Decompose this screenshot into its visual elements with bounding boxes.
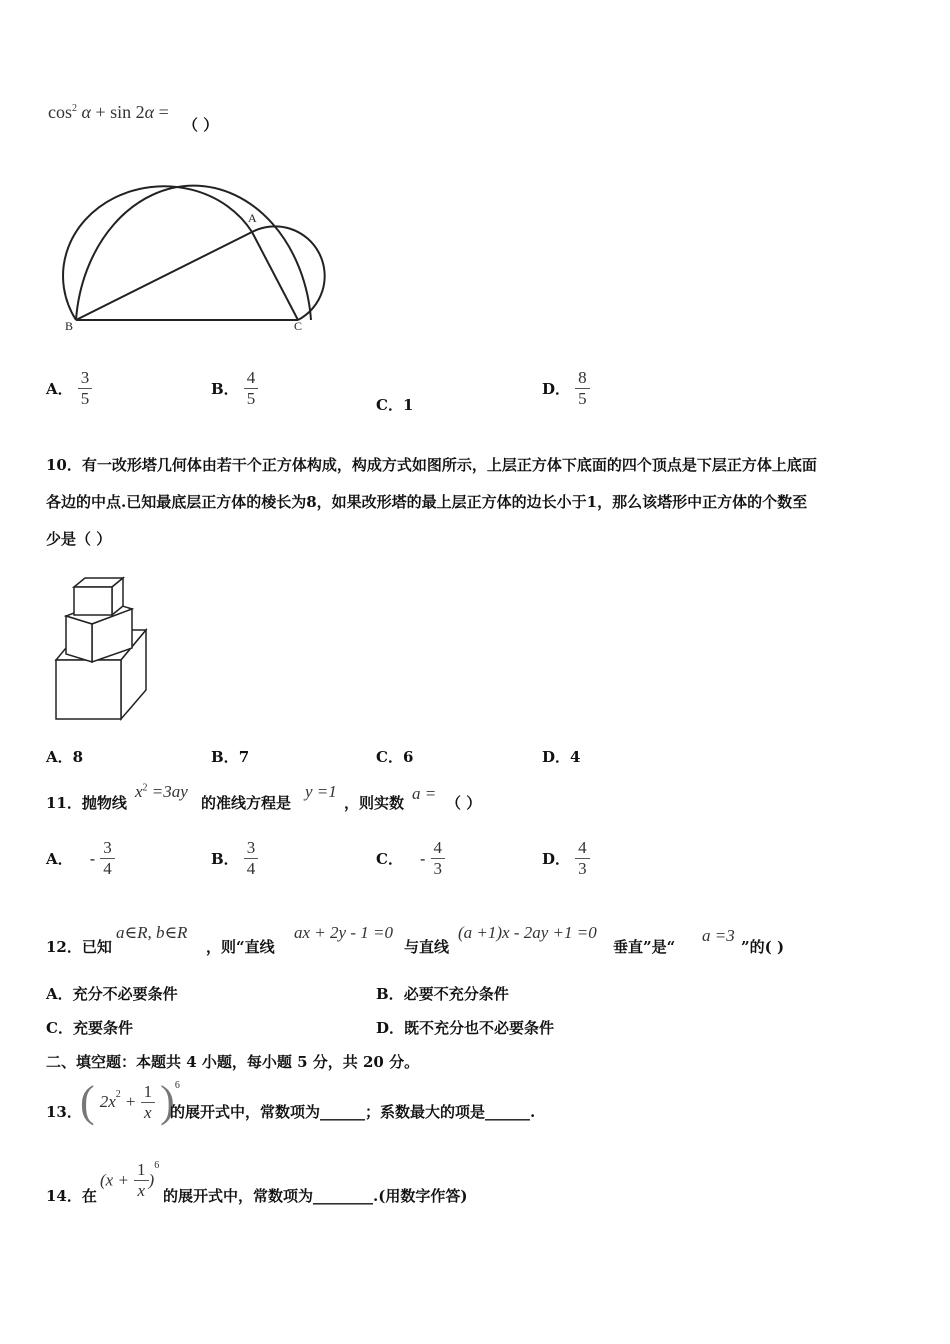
q9-var2: α: [144, 102, 155, 122]
q9-diagram: [60, 170, 340, 340]
q12-t4: ”的( ): [741, 938, 785, 956]
option-label: A．: [46, 850, 73, 868]
q9-formula: [48, 102, 169, 123]
q10-option-c[interactable]: [376, 746, 413, 767]
q12-t3: 垂直”是“: [613, 938, 676, 956]
q10-option-d[interactable]: [542, 746, 580, 767]
q10-line1: 10．有一改形塔几何体由若干个正方体构成，构成方式如图所示，上层正方体下底面的四个顶点是下层正方体上底面: [46, 456, 817, 474]
option-value: 4: [570, 748, 581, 766]
option-label: B．: [211, 380, 239, 398]
option-label: A．: [46, 748, 73, 766]
q11-option-c[interactable]: [376, 838, 445, 879]
q12-option-b[interactable]: [376, 983, 509, 1004]
q9-eq: =: [158, 102, 169, 122]
fraction: $\frac{4}{3}$: [575, 838, 590, 879]
semicircle-ba: [63, 186, 252, 320]
fraction: $\frac{1}{x}$: [134, 1160, 149, 1201]
left-paren: (: [80, 1077, 95, 1126]
fraction: $\frac{3}{4}$: [244, 838, 259, 879]
q9-option-c[interactable]: [376, 394, 413, 415]
q14-number: 14．在: [46, 1187, 97, 1205]
label-a: A: [248, 211, 257, 225]
q11-suffix1: ，则实数: [344, 794, 405, 812]
q14-expression: (x + $\frac{1}{x}$ )$^6$: [100, 1160, 160, 1200]
label-b: B: [65, 319, 74, 333]
q13-number: 13．: [46, 1103, 82, 1121]
q11-option-d[interactable]: [542, 838, 590, 879]
option-label: B．: [211, 850, 239, 868]
q9-exp1: 2: [72, 103, 77, 114]
q12-t1: ，则“直线: [206, 938, 275, 956]
q12-prefix: 12．已知: [46, 938, 112, 956]
label-c: C: [294, 319, 303, 333]
q11-equation: $x^2 =3ay$: [135, 782, 188, 801]
option-label: C．: [376, 748, 403, 766]
q11-suffix2: （ ）: [446, 794, 482, 812]
q11-option-b[interactable]: [211, 838, 258, 879]
bottom-cube-front: [56, 660, 121, 719]
q9-option-d[interactable]: [542, 368, 590, 409]
fraction: $\frac{4}{5}$: [244, 368, 259, 409]
option-value: 8: [72, 748, 84, 766]
option-label: B．: [211, 748, 239, 766]
q13-text: 的展开式中，常数项为______；系数最大的项是______.: [170, 1103, 536, 1121]
option-label: B．: [376, 985, 404, 1003]
q9-option-a[interactable]: [46, 368, 92, 409]
sign: -: [420, 849, 426, 868]
q11-option-a[interactable]: [46, 838, 115, 879]
q11-directrix: y =1: [305, 782, 337, 801]
q10-option-b[interactable]: [211, 746, 249, 767]
q12-cond2: a =3: [702, 926, 735, 945]
sign: -: [89, 849, 96, 868]
option-text: 必要不充分条件: [403, 985, 509, 1003]
q10-line2: 各边的中点.已知最底层正方体的棱长为8，如果改形塔的最上层正方体的边长小于1，那么该塔形中正方体的个数至: [46, 493, 808, 511]
fraction: $\frac{3}{4}$: [100, 838, 115, 879]
option-text: 充要条件: [72, 1019, 133, 1037]
option-label: C．: [376, 396, 403, 414]
q12-option-c[interactable]: [46, 1017, 133, 1038]
option-value: 6: [402, 748, 414, 766]
q9-func1: cos: [48, 102, 72, 122]
option-label: C．: [376, 850, 403, 868]
right-paren: ): [160, 1077, 175, 1126]
fraction: $\frac{3}{5}$: [78, 368, 93, 409]
q12-line-a: ax + 2y - 1 =0: [294, 923, 393, 942]
q13-expression: ( $2x^2$ + $\frac{1}{x}$ )$^6$: [80, 1077, 180, 1126]
q12-cond: a∈R, b∈R: [116, 923, 188, 942]
q10-line3: 少是（ ）: [46, 530, 112, 548]
q9-func2: sin: [110, 102, 132, 122]
option-label: D．: [542, 748, 571, 766]
middle-cube-front: [66, 616, 92, 662]
big-semicircle: [76, 186, 311, 320]
fraction: $\frac{4}{3}$: [431, 838, 446, 879]
option-value: 7: [238, 748, 250, 766]
top-cube-front: [74, 587, 112, 615]
q10-option-a[interactable]: [46, 746, 83, 767]
chord-ac: [252, 232, 298, 320]
q9-op: +: [95, 102, 106, 122]
q11-mid: 的准线方程是: [201, 794, 292, 812]
q9-var1: α: [81, 102, 91, 122]
chord-ba: [76, 232, 252, 320]
q12-option-a[interactable]: [46, 983, 178, 1004]
option-value: 1: [402, 396, 414, 414]
q9-coef: 2: [135, 102, 145, 122]
q9-paren: （ ）: [183, 116, 219, 134]
fraction: $\frac{8}{5}$: [575, 368, 590, 409]
fraction: $\frac{1}{x}$: [141, 1082, 156, 1123]
q11-prefix: 11．抛物线: [46, 794, 127, 812]
option-label: C．: [46, 1019, 73, 1037]
q12-line-b: (a +1)x - 2ay +1 =0: [458, 923, 597, 942]
q10-tower-diagram: [50, 574, 155, 724]
option-label: D．: [542, 850, 571, 868]
q12-t2: 与直线: [404, 938, 450, 956]
option-text: 既不充分也不必要条件: [404, 1019, 555, 1037]
option-label: A．: [46, 380, 73, 398]
option-label: A．: [46, 985, 73, 1003]
q9-option-b[interactable]: [211, 368, 258, 409]
option-text: 充分不必要条件: [72, 985, 178, 1003]
option-label: D．: [376, 1019, 405, 1037]
q14-text: 的展开式中，常数项为________.(用数字作答): [163, 1187, 468, 1205]
q11-var: a =: [412, 784, 437, 803]
q12-option-d[interactable]: [376, 1017, 554, 1038]
section-title: 二、填空题：本题共 4 小题，每小题 5 分，共 20 分。: [46, 1053, 420, 1071]
semicircle-ac: [252, 226, 325, 320]
option-label: D．: [542, 380, 571, 398]
